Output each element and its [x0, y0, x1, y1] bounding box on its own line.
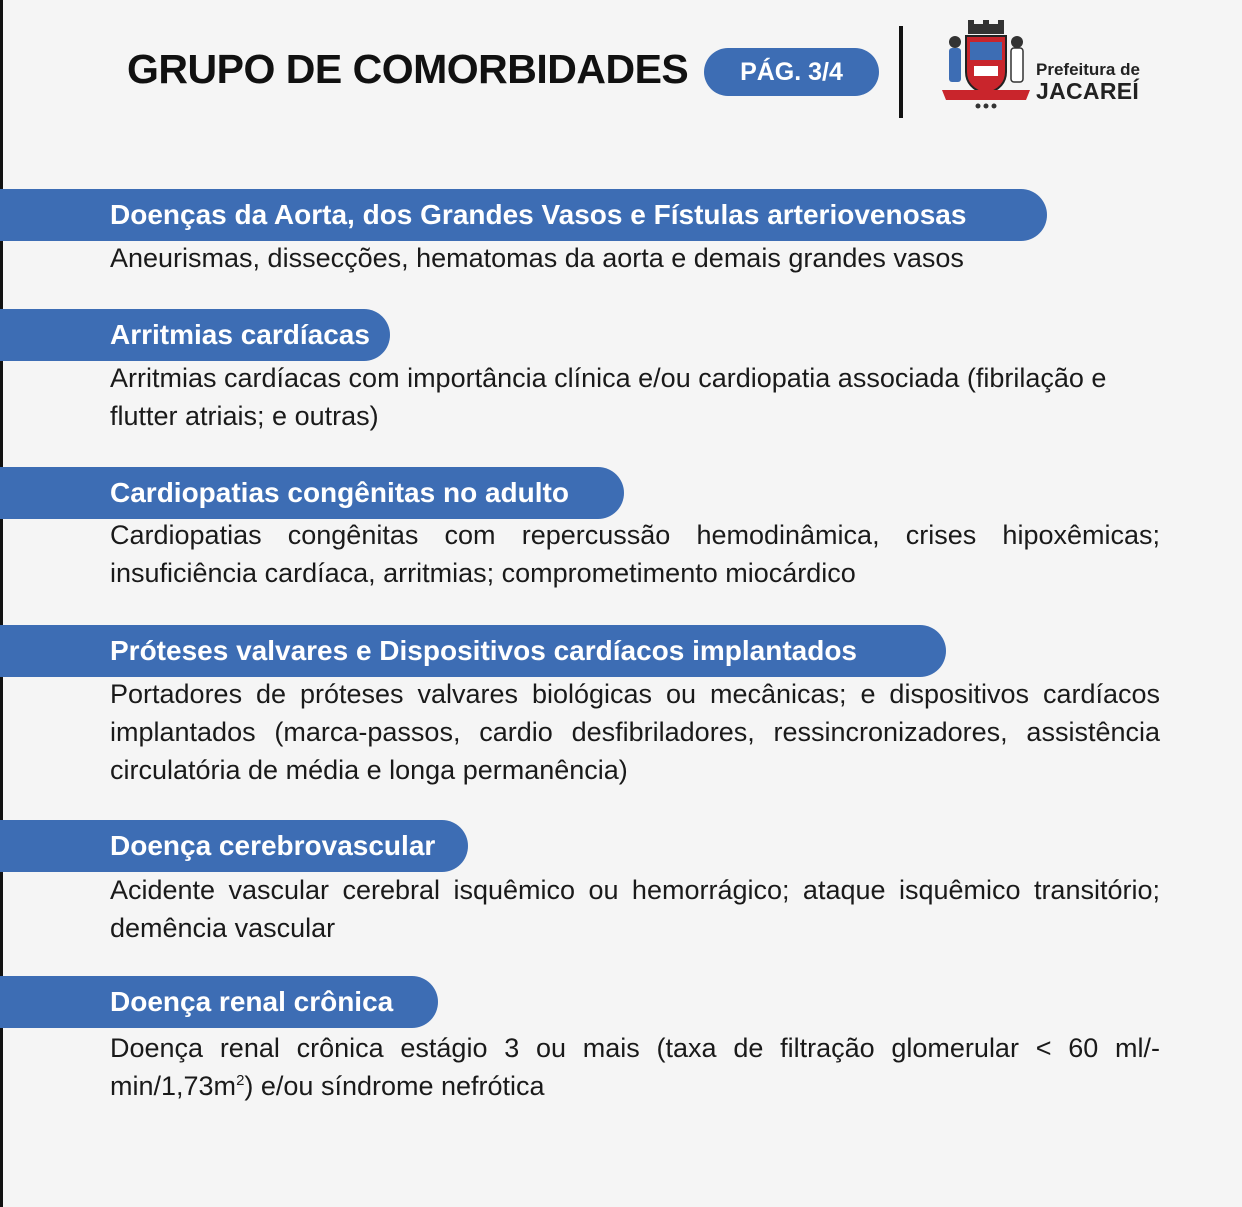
section-body-renal-text-end: ) e/ou síndrome nefrótica	[244, 1071, 545, 1101]
logo-text-city: JACAREÍ	[1036, 78, 1140, 104]
section-title-cardiopatias: Cardiopatias congênitas no adulto	[0, 467, 624, 519]
section-title-arritmias: Arritmias cardíacas	[0, 309, 390, 361]
section-body-renal-text: Doença renal crônica estágio 3 ou mais (taxa de filtração glomerular < 60 ml/-min/1,73m	[110, 1033, 1160, 1101]
page-title: GRUPO DE COMORBIDADES	[127, 46, 689, 92]
section-body-cerebrovascular: Acidente vascular cerebral isquêmico ou hemorrágico; ataque isquêmico transitório; demência vascular	[110, 875, 1160, 943]
page-number-badge: PÁG. 3/4	[704, 48, 879, 96]
city-coat-of-arms-icon	[938, 20, 1034, 110]
section-body-arritmias: Arritmias cardíacas com importância clínica e/ou cardiopatia associada (fibrilação e flutter atriais; e outras)	[110, 363, 1107, 431]
logo-text-prefeitura: Prefeitura de	[1036, 60, 1140, 79]
section-title-proteses: Próteses valvares e Dispositivos cardíacos implantados	[0, 625, 946, 677]
section-body-cardiopatias: Cardiopatias congênitas com repercussão hemodinâmica, crises hipoxêmicas; insuficiência cardíaca, arritmias; comprometimento miocárdico	[110, 520, 1160, 588]
section-title-cerebrovascular: Doença cerebrovascular	[0, 820, 468, 872]
section-body-aorta: Aneurismas, dissecções, hematomas da aorta e demais grandes vasos	[110, 243, 964, 273]
superscript-two: 2	[236, 1072, 245, 1089]
header-divider	[899, 26, 903, 118]
section-title-renal: Doença renal crônica	[0, 976, 438, 1028]
section-body-proteses: Portadores de próteses valvares biológicas ou mecânicas; e dispositivos cardíacos implantados (marca-passos, cardio desfibriladores, ressincronizadores, assistência circulatória de média e longa permanência)	[110, 679, 1160, 785]
section-body-renal	[110, 1029, 1160, 1105]
section-title-aorta: Doenças da Aorta, dos Grandes Vasos e Fístulas arteriovenosas	[0, 189, 1047, 241]
